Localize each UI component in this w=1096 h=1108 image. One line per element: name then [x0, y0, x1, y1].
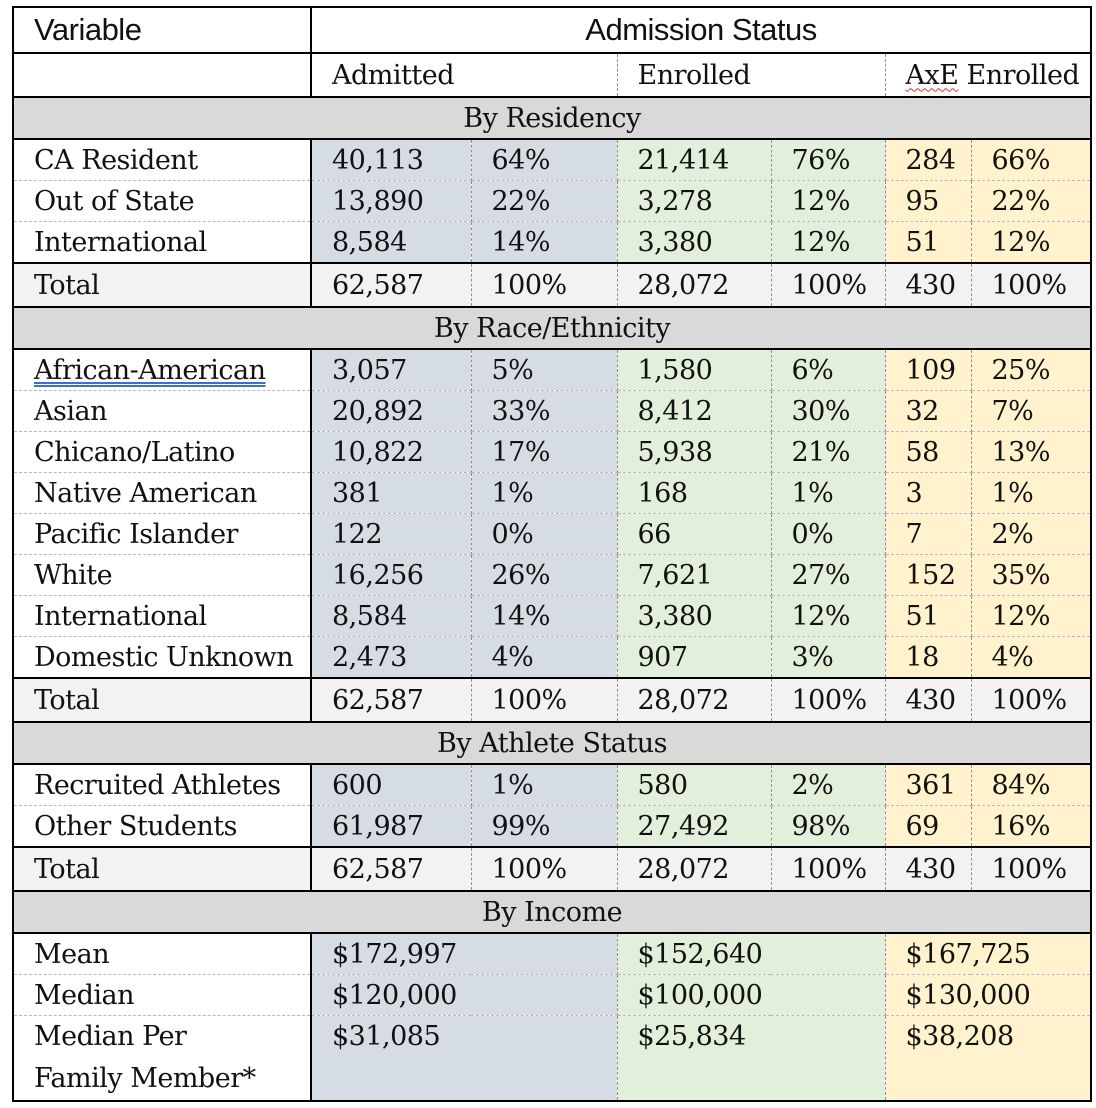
row-label-line1: Median Per	[34, 1021, 187, 1052]
admitted-pct: 0%	[471, 514, 617, 555]
axe-pct: 25%	[971, 349, 1091, 391]
row-label: Out of State	[13, 181, 311, 222]
row-label: Mean	[13, 933, 311, 975]
table-row	[13, 391, 1091, 432]
admitted-count: 8,584	[311, 596, 471, 637]
enrolled-header: Enrolled	[617, 53, 885, 97]
table-row	[13, 637, 1091, 679]
enrolled-count: 3,380	[617, 596, 771, 637]
admitted-income: $172,997	[311, 933, 617, 975]
axe-count: 58	[885, 432, 971, 473]
axe-pct: 16%	[971, 806, 1091, 848]
row-label-line2: Family Member*	[34, 1063, 256, 1094]
admitted-count: 16,256	[311, 555, 471, 596]
axe-pct: 13%	[971, 432, 1091, 473]
row-label: Native American	[13, 473, 311, 514]
axe-count: 430	[885, 847, 971, 891]
row-label: Total	[13, 678, 311, 722]
axe-misspelling: AxE	[905, 59, 959, 91]
axe-pct: 1%	[971, 473, 1091, 514]
admitted-income: $120,000	[311, 975, 617, 1016]
axe-pct: 7%	[971, 391, 1091, 432]
axe-pct: 100%	[971, 678, 1091, 722]
enrolled-count: 28,072	[617, 847, 771, 891]
table-row	[13, 933, 1091, 975]
axe-count: 51	[885, 222, 971, 264]
axe-count: 152	[885, 555, 971, 596]
axe-enrolled-suffix: Enrolled	[958, 59, 1080, 91]
axe-count: 51	[885, 596, 971, 637]
table-row	[13, 181, 1091, 222]
table-row	[13, 514, 1091, 555]
enrolled-pct: 12%	[771, 181, 885, 222]
header-row	[13, 7, 1091, 53]
row-label	[13, 1016, 311, 1102]
row-label: Other Students	[13, 806, 311, 848]
admitted-pct: 100%	[471, 847, 617, 891]
axe-count: 95	[885, 181, 971, 222]
axe-count: 284	[885, 139, 971, 181]
enrolled-count: 5,938	[617, 432, 771, 473]
enrolled-pct: 3%	[771, 637, 885, 679]
row-label: Total	[13, 847, 311, 891]
axe-count: 18	[885, 637, 971, 679]
admitted-header: Admitted	[311, 53, 617, 97]
axe-pct: 2%	[971, 514, 1091, 555]
enrolled-count: 580	[617, 764, 771, 806]
row-label-text: African-American	[34, 354, 266, 386]
axe-enrolled-header	[885, 53, 1091, 97]
enrolled-pct: 2%	[771, 764, 885, 806]
admitted-count: 8,584	[311, 222, 471, 264]
total-row	[13, 263, 1091, 307]
axe-count: 430	[885, 263, 971, 307]
section-residency	[13, 97, 1091, 139]
axe-pct: 100%	[971, 847, 1091, 891]
enrolled-count: 28,072	[617, 678, 771, 722]
subheader-empty	[13, 53, 311, 97]
row-label: CA Resident	[13, 139, 311, 181]
section-income	[13, 891, 1091, 933]
admitted-count: 62,587	[311, 847, 471, 891]
axe-count: 430	[885, 678, 971, 722]
admitted-count: 13,890	[311, 181, 471, 222]
section-title: By Athlete Status	[13, 722, 1091, 764]
admitted-pct: 99%	[471, 806, 617, 848]
section-title: By Residency	[13, 97, 1091, 139]
admitted-pct: 33%	[471, 391, 617, 432]
row-label: Total	[13, 263, 311, 307]
enrolled-pct: 27%	[771, 555, 885, 596]
admitted-pct: 5%	[471, 349, 617, 391]
admitted-pct: 4%	[471, 637, 617, 679]
axe-count: 7	[885, 514, 971, 555]
table-row	[13, 1016, 1091, 1102]
enrolled-pct: 12%	[771, 222, 885, 264]
axe-count: 3	[885, 473, 971, 514]
admitted-count: 10,822	[311, 432, 471, 473]
admitted-pct: 100%	[471, 678, 617, 722]
admitted-pct: 1%	[471, 764, 617, 806]
enrolled-pct: 98%	[771, 806, 885, 848]
enrolled-count: 66	[617, 514, 771, 555]
admission-status-header: Admission Status	[311, 7, 1091, 53]
admitted-pct: 26%	[471, 555, 617, 596]
enrolled-count: 3,380	[617, 222, 771, 264]
enrolled-count: 21,414	[617, 139, 771, 181]
admitted-pct: 1%	[471, 473, 617, 514]
section-athlete-status	[13, 722, 1091, 764]
admitted-pct: 64%	[471, 139, 617, 181]
total-row	[13, 678, 1091, 722]
admitted-count: 2,473	[311, 637, 471, 679]
table-row	[13, 764, 1091, 806]
section-race-ethnicity	[13, 307, 1091, 349]
axe-income: $38,208	[885, 1016, 1091, 1102]
axe-count: 69	[885, 806, 971, 848]
admitted-count: 122	[311, 514, 471, 555]
table-row	[13, 975, 1091, 1016]
axe-pct: 35%	[971, 555, 1091, 596]
enrolled-count: 907	[617, 637, 771, 679]
enrolled-count: 3,278	[617, 181, 771, 222]
admission-status-table	[12, 6, 1092, 1102]
row-label: International	[13, 222, 311, 264]
axe-income: $130,000	[885, 975, 1091, 1016]
enrolled-pct: 21%	[771, 432, 885, 473]
axe-count: 361	[885, 764, 971, 806]
enrolled-pct: 1%	[771, 473, 885, 514]
row-label: Recruited Athletes	[13, 764, 311, 806]
admitted-count: 62,587	[311, 263, 471, 307]
enrolled-pct: 0%	[771, 514, 885, 555]
table-row	[13, 806, 1091, 848]
enrolled-count: 8,412	[617, 391, 771, 432]
axe-count: 32	[885, 391, 971, 432]
axe-income: $167,725	[885, 933, 1091, 975]
enrolled-income: $152,640	[617, 933, 885, 975]
table-row	[13, 555, 1091, 596]
admitted-count: 381	[311, 473, 471, 514]
enrolled-pct: 100%	[771, 847, 885, 891]
admitted-count: 600	[311, 764, 471, 806]
row-label: International	[13, 596, 311, 637]
admitted-count: 40,113	[311, 139, 471, 181]
enrolled-pct: 100%	[771, 263, 885, 307]
enrolled-count: 1,580	[617, 349, 771, 391]
admitted-pct: 22%	[471, 181, 617, 222]
enrolled-count: 27,492	[617, 806, 771, 848]
axe-pct: 4%	[971, 637, 1091, 679]
enrolled-count: 168	[617, 473, 771, 514]
enrolled-count: 28,072	[617, 263, 771, 307]
row-label	[13, 349, 311, 391]
axe-pct: 84%	[971, 764, 1091, 806]
axe-pct: 100%	[971, 263, 1091, 307]
enrolled-count: 7,621	[617, 555, 771, 596]
row-label: Domestic Unknown	[13, 637, 311, 679]
section-title: By Income	[13, 891, 1091, 933]
admitted-count: 20,892	[311, 391, 471, 432]
enrolled-pct: 76%	[771, 139, 885, 181]
enrolled-pct: 100%	[771, 678, 885, 722]
section-title: By Race/Ethnicity	[13, 307, 1091, 349]
admitted-count: 62,587	[311, 678, 471, 722]
enrolled-income: $100,000	[617, 975, 885, 1016]
table-row	[13, 139, 1091, 181]
enrolled-pct: 12%	[771, 596, 885, 637]
axe-pct: 66%	[971, 139, 1091, 181]
axe-pct: 12%	[971, 596, 1091, 637]
admitted-count: 61,987	[311, 806, 471, 848]
variable-header: Variable	[13, 7, 311, 53]
admitted-pct: 14%	[471, 596, 617, 637]
enrolled-income: $25,834	[617, 1016, 885, 1102]
enrolled-pct: 30%	[771, 391, 885, 432]
row-label: Median	[13, 975, 311, 1016]
table-row	[13, 596, 1091, 637]
total-row	[13, 847, 1091, 891]
table-row	[13, 222, 1091, 264]
table-row	[13, 349, 1091, 391]
row-label: Asian	[13, 391, 311, 432]
row-label: White	[13, 555, 311, 596]
admission-table-container	[12, 6, 1090, 1102]
axe-count: 109	[885, 349, 971, 391]
table-row	[13, 432, 1091, 473]
row-label: Chicano/Latino	[13, 432, 311, 473]
subheader-row	[13, 53, 1091, 97]
admitted-pct: 14%	[471, 222, 617, 264]
table-row	[13, 473, 1091, 514]
axe-pct: 12%	[971, 222, 1091, 264]
admitted-income: $31,085	[311, 1016, 617, 1102]
row-label: Pacific Islander	[13, 514, 311, 555]
admitted-pct: 100%	[471, 263, 617, 307]
axe-pct: 22%	[971, 181, 1091, 222]
enrolled-pct: 6%	[771, 349, 885, 391]
admitted-pct: 17%	[471, 432, 617, 473]
admitted-count: 3,057	[311, 349, 471, 391]
